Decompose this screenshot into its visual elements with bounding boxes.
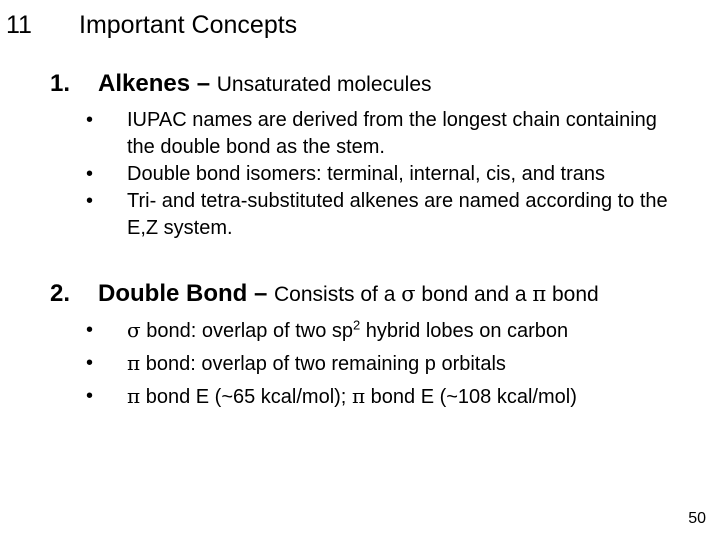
alkenes-bullet-list xyxy=(0,107,687,242)
chapter-number: 11 xyxy=(6,11,32,39)
description-text: bond and a xyxy=(415,283,533,306)
bullet-text: IUPAC names are derived from the longest chain containing the double bond as the stem. xyxy=(127,109,657,158)
bullet-text: Tri- and tetra-substituted alkenes are named according to the E,Z system. xyxy=(127,190,668,239)
bullet-icon: • xyxy=(86,190,94,212)
sigma-symbol: σ xyxy=(401,282,416,306)
superscript: 2 xyxy=(353,317,361,333)
bullet-icon: • xyxy=(86,163,94,185)
section-number: 1. xyxy=(50,70,71,97)
pi-symbol: π xyxy=(532,282,547,306)
bullet-text-part: bond: overlap of two remaining p orbitals xyxy=(140,353,506,375)
sigma-symbol: σ xyxy=(127,318,141,342)
list-item xyxy=(0,161,687,188)
bullet-icon: • xyxy=(86,352,94,374)
slide-title: Important Concepts xyxy=(79,11,298,39)
heading-dash: – xyxy=(190,70,217,97)
bullet-icon: • xyxy=(86,109,94,131)
double-bond-bullet-list xyxy=(0,314,687,413)
list-item xyxy=(0,314,687,347)
list-item xyxy=(0,347,687,380)
list-item xyxy=(0,107,687,161)
pi-symbol: π xyxy=(351,384,366,408)
bullet-text-part: bond: overlap of two sp xyxy=(140,320,354,342)
bullet-text xyxy=(127,347,687,380)
section-description: Unsaturated molecules xyxy=(216,73,432,96)
bullet-text xyxy=(127,314,687,347)
bullet-text-part: bond E (~108 kcal/mol) xyxy=(365,386,577,408)
bullet-text-part: bond E (~65 kcal/mol); xyxy=(140,386,352,408)
list-item xyxy=(0,380,687,413)
bullet-text-part: hybrid lobes on carbon xyxy=(360,320,569,342)
bullet-text xyxy=(127,380,687,413)
bullet-text: Double bond isomers: terminal, internal, cis, and trans xyxy=(127,163,606,185)
section-heading: Double Bond xyxy=(98,280,248,307)
section-number: 2. xyxy=(50,280,71,307)
section-heading: Alkenes xyxy=(98,70,191,97)
bullet-icon: • xyxy=(86,319,94,341)
list-item xyxy=(0,188,687,242)
pi-symbol: π xyxy=(127,351,141,375)
section-description xyxy=(274,283,599,306)
heading-dash: – xyxy=(247,280,274,307)
section-double-bond-heading xyxy=(50,280,599,308)
bullet-icon: • xyxy=(86,385,94,407)
page-number: 50 xyxy=(688,510,706,527)
pi-symbol: π xyxy=(127,384,141,408)
description-text: bond xyxy=(546,283,599,306)
description-text: Consists of a xyxy=(274,283,402,306)
section-alkenes-heading xyxy=(50,70,432,98)
